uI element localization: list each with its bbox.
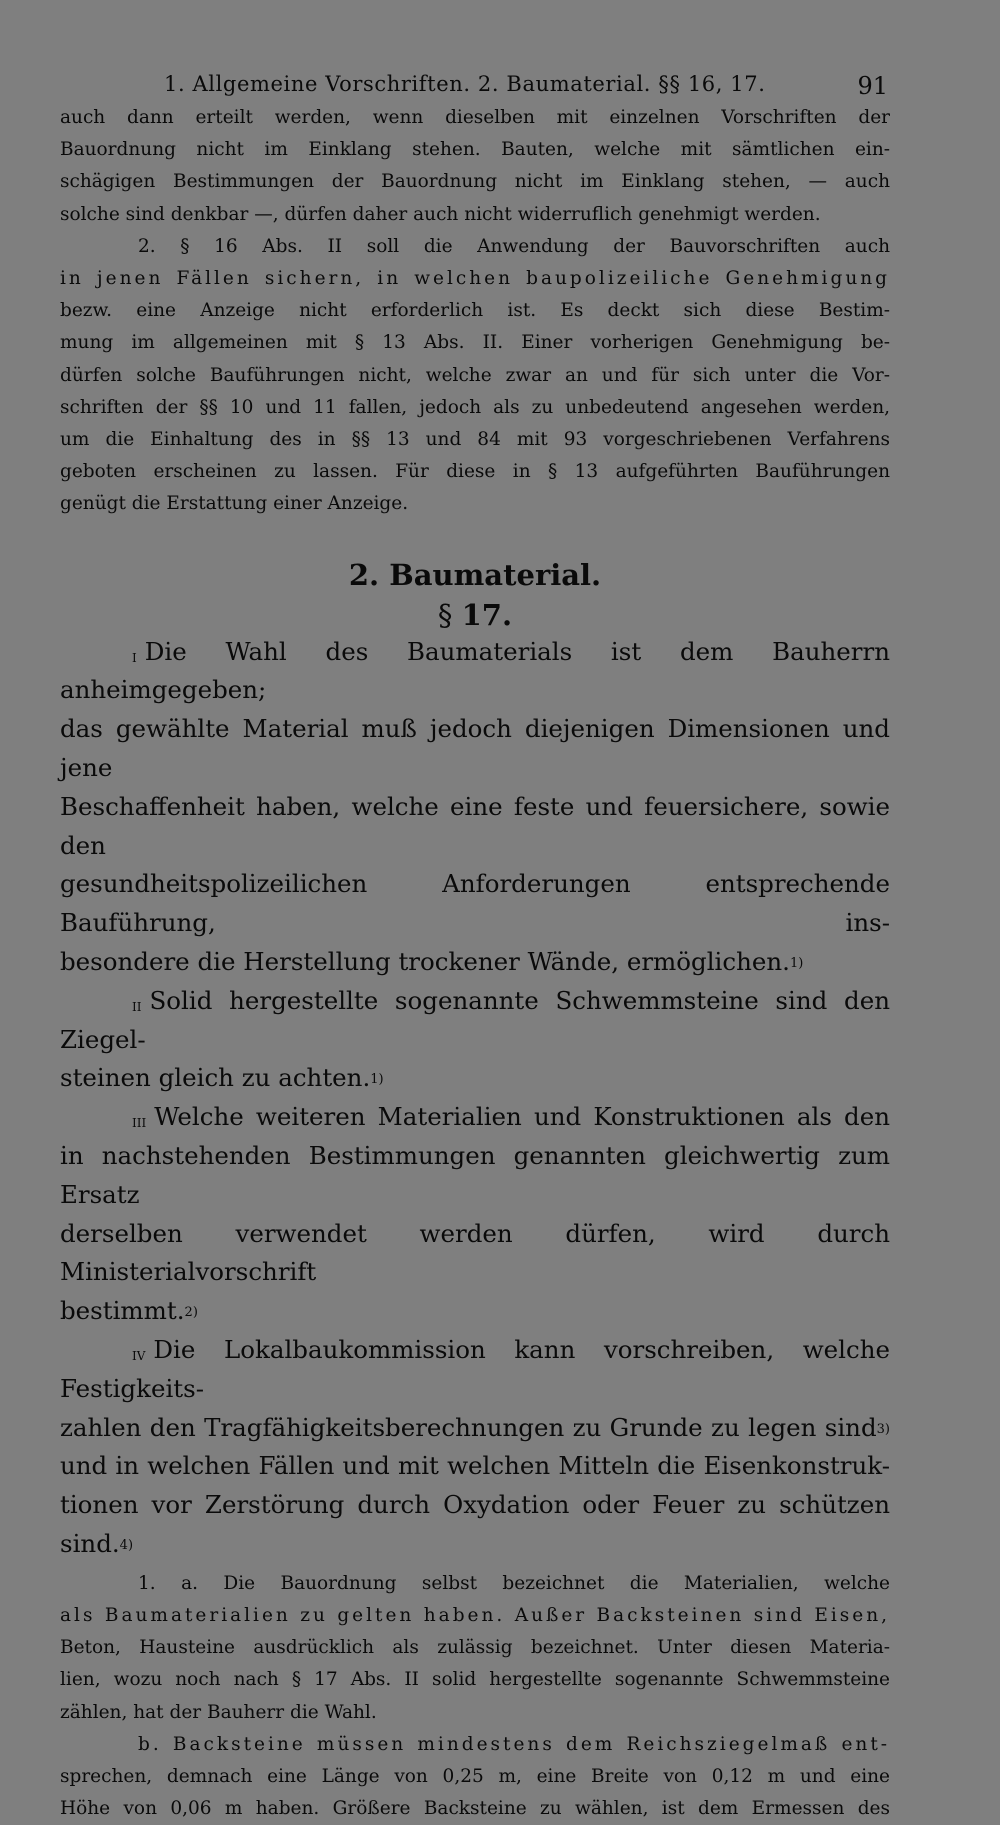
law-line: derselben verwendet werden dürfen, wird durch Ministerialvorschrift bbox=[60, 1218, 890, 1287]
footnote-ref: 4) bbox=[119, 1537, 134, 1553]
paragraph-mark-i: I bbox=[132, 650, 137, 665]
running-head bbox=[60, 62, 890, 102]
note-1b-line: sprechen, demnach eine Länge von 0,25 m, eine Breite von 0,12 m und eine bbox=[60, 1765, 890, 1787]
footnote-ref: 1) bbox=[789, 956, 804, 972]
note-2-line: schriften der §§ 10 und 11 fallen, jedoch als zu unbedeutend angesehen werden, bbox=[60, 396, 890, 418]
note-2-line: 2. § 16 Abs. II soll die Anwendung der Bauvorschriften auch bbox=[138, 235, 890, 257]
note-1b-line: Höhe von 0,06 m haben. Größere Backsteine zu wählen, ist dem Ermessen des bbox=[60, 1798, 890, 1820]
commentary-line: schägigen Bestimmungen der Bauordnung nicht im Einklang stehen, — auch bbox=[60, 171, 890, 193]
law-line: steinen gleich zu achten.$^{1)}$ bbox=[60, 1063, 384, 1093]
note-2-line: dürfen solche Bauführungen nicht, welche zwar an und für sich unter die Vor- bbox=[60, 364, 890, 386]
law-line: in nachstehenden Bestimmungen genannten gleichwertig zum Ersatz bbox=[60, 1141, 890, 1209]
law-line: tionen vor Zerstörung durch Oxydation oder Feuer zu schützen sind.$^{4)}$ bbox=[60, 1490, 890, 1558]
footnote-ref: 1) bbox=[370, 1072, 384, 1088]
note-1a-line: als Baumaterialien zu gelten haben. Außer Backsteinen sind Eisen, bbox=[60, 1604, 890, 1626]
law-line: $^{II}$ Solid hergestellte sogenannte Schwemmsteine sind den Ziegel- bbox=[60, 985, 890, 1054]
law-line: $^{III}$ Welche weiteren Materialien und Konstruktionen als den bbox=[132, 1102, 890, 1132]
paragraph-mark-iii: III bbox=[132, 1116, 147, 1131]
paragraph-heading bbox=[60, 597, 890, 633]
note-2-line: bezw. eine Anzeige nicht erforderlich ist. Es deckt sich diese Bestim- bbox=[60, 300, 890, 322]
note-2-line: um die Einhaltung des in §§ 13 und 84 mit 93 vorgeschriebenen Verfahrens bbox=[60, 429, 890, 451]
paragraph-mark-iv: IV bbox=[132, 1348, 146, 1363]
note-1a-line: 1. a. Die Bauordnung selbst bezeichnet die Materialien, welche bbox=[138, 1572, 890, 1594]
commentary-notes bbox=[60, 1568, 890, 1825]
note-2-line: genügt die Erstattung einer Anzeige. bbox=[60, 493, 409, 515]
note-1a-line: zählen, hat der Bauherr die Wahl. bbox=[60, 1701, 377, 1723]
commentary-line: Bauordnung nicht im Einklang stehen. Bauten, welche mit sämtlichen ein- bbox=[60, 139, 890, 161]
note-1b-line: b. Backsteine müssen mindestens dem Reichsziegelmaß ent- bbox=[138, 1733, 890, 1755]
law-line: $^I$ Die Wahl des Baumaterials ist dem Bauherrn anheimgegeben; bbox=[60, 636, 890, 705]
law-line: besondere die Herstellung trockener Wände, ermöglichen.$^{1)}$ bbox=[60, 947, 804, 977]
page-number: 91 bbox=[857, 72, 888, 100]
commentary-line: auch dann erteilt werden, wenn dieselben mit einzelnen Vorschriften der bbox=[60, 107, 890, 128]
law-line: und in welchen Fällen und mit welchen Mitteln die Eisenkonstruk- bbox=[60, 1451, 890, 1481]
law-text bbox=[60, 633, 890, 1564]
book-page bbox=[60, 62, 890, 1825]
note-1a-line: Beton, Hausteine ausdrücklich als zulässig bezeichnet. Unter diesen Materia- bbox=[60, 1637, 890, 1659]
paragraph-mark-ii: II bbox=[132, 999, 142, 1014]
footnote-ref: 3) bbox=[876, 1421, 890, 1437]
footnote-ref: 2) bbox=[184, 1305, 198, 1321]
paragraph-number: 17. bbox=[461, 597, 513, 632]
law-line: das gewählte Material muß jedoch diejenigen Dimensionen und jene bbox=[60, 714, 890, 783]
law-line: Beschaffenheit haben, welche eine feste und feuersichere, sowie den bbox=[60, 791, 890, 860]
commentary-line: solche sind denkbar —, dürfen daher auch nicht widerruflich genehmigt werden. bbox=[60, 203, 821, 225]
note-1a-line: lien, wozu noch nach § 17 Abs. II solid hergestellte sogenannte Schwemmsteine bbox=[60, 1669, 890, 1691]
law-line: gesundheitspolizeilichen Anforderungen entsprechende Bauführung, ins- bbox=[60, 869, 890, 938]
note-2-line: mung im allgemeinen mit § 13 Abs. II. Einer vorherigen Genehmigung be- bbox=[60, 332, 890, 354]
law-line: zahlen den Tragfähigkeitsberechnungen zu Grunde zu legen sind$^{3)}$ bbox=[60, 1412, 890, 1442]
paragraph-sign: § bbox=[437, 597, 453, 632]
law-line: $^{IV}$ Die Lokalbaukommission kann vorschreiben, welche Festigkeits- bbox=[60, 1334, 890, 1403]
commentary-top bbox=[60, 102, 890, 521]
section-title: 2. Baumaterial. bbox=[348, 557, 602, 592]
note-2-line: in jenen Fällen sichern, in welchen baupolizeiliche Genehmigung bbox=[60, 268, 890, 290]
running-head-title: 1. Allgemeine Vorschriften. 2. Baumaterial. §§ 16, 17. bbox=[164, 72, 766, 96]
note-2-line: geboten erscheinen zu lassen. Für diese in § 13 aufgeführten Bauführungen bbox=[60, 461, 890, 483]
law-line: bestimmt.$^{2)}$ bbox=[60, 1296, 198, 1326]
